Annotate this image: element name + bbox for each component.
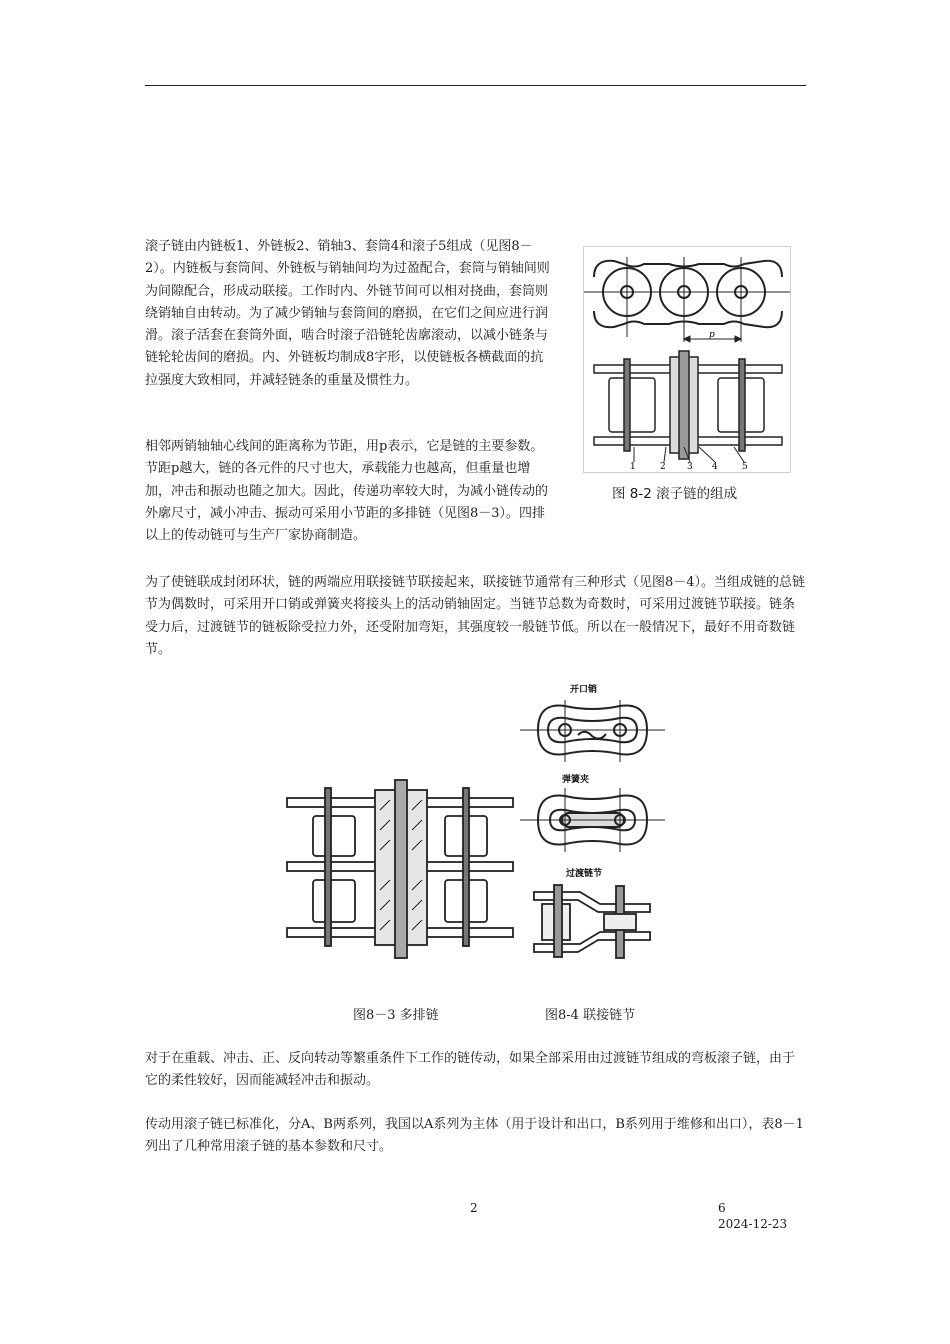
paragraph-roller-chain-structure: 滚子链由内链板1、外链板2、销轴3、套筒4和滚子5组成（见图8－2）。内链板与套筒间、外链板与销轴间均为过盈配合，套筒与销轴间则为间隙配合，形成动联接。工作时内、外链节间可以相对挠曲，套筒则绕销轴自由转动。为了减少销轴与套筒间的磨损，在它们之间应进行润滑。滚子活套在套筒外面，啮合时滚子沿链轮齿廓滚动，以减小链条与链轮轮齿间的磨损。内、外链板均制成8字形，以使链板各横截面的抗拉强度大致相同，并减轻链条的重量及惯性力。: [145, 239, 550, 388]
header-rule: [145, 85, 806, 86]
paragraph-pitch: 相邻两销轴轴心线间的距离称为节距，用p表示，它是链的主要参数。节距p越大，链的各元件的尺寸也大，承载能力也越高，但重量也增加，冲击和振动也随之加大。因此，传递功率较大时，为减小链传动的外廓尺寸，减小冲击、振动可采用小节距的多排链（见图8－3）。四排以上的传动链可与生产厂家协商制造。: [145, 439, 549, 544]
label-3: 3: [687, 462, 693, 472]
label-1: 1: [630, 462, 636, 472]
label-cotter-pin: 开口销: [570, 685, 598, 695]
figure-8-3-multi-row-chain: [285, 770, 515, 965]
figure-8-3-caption: 图8－3 多排链: [353, 1008, 439, 1023]
figure-8-4-connecting-links: [520, 680, 665, 968]
figure-8-4-caption: 图8-4 联接链节: [545, 1008, 636, 1023]
paragraph-standardization: 传动用滚子链已标准化，分A、B两系列，我国以A系列为主体（用于设计和出口，B系列用于维修和出口），表8－1列出了几种常用滚子链的基本参数和尺寸。: [145, 1117, 804, 1155]
label-5: 5: [742, 462, 748, 472]
page-number: 2: [470, 1201, 478, 1215]
footer-date: 2024-12-23: [718, 1217, 788, 1231]
pitch-label: p: [709, 330, 715, 340]
label-offset-link: 过渡链节: [566, 869, 603, 879]
page-number-secondary: 6: [718, 1201, 726, 1215]
paragraph-bent-plate-chain: 对于在重载、冲击、正、反向转动等繁重条件下工作的链传动，如果全部采用由过渡链节组成的弯板滚子链，由于它的柔性较好，因而能减轻冲击和振动。: [145, 1051, 796, 1089]
label-2: 2: [660, 462, 666, 472]
figure-8-2-roller-chain-components: [583, 246, 791, 473]
label-4: 4: [712, 462, 718, 472]
paragraph-connecting-links: 为了使链联成封闭环状，链的两端应用联接链节联接起来，联接链节通常有三种形式（见图8－4）。当组成链的总链节为偶数时，可采用开口销或弹簧夹将接头上的活动销轴固定。当链节总数为奇数时，可采用过渡链节联接。链条受力后，过渡链节的链板除受拉力外，还受附加弯矩，其强度较一般链节低。所以在一般情况下，最好不用奇数链节。: [145, 575, 806, 657]
figure-8-2-caption: 图 8-2 滚子链的组成: [612, 486, 738, 502]
label-spring-clip: 弹簧夹: [562, 775, 590, 785]
